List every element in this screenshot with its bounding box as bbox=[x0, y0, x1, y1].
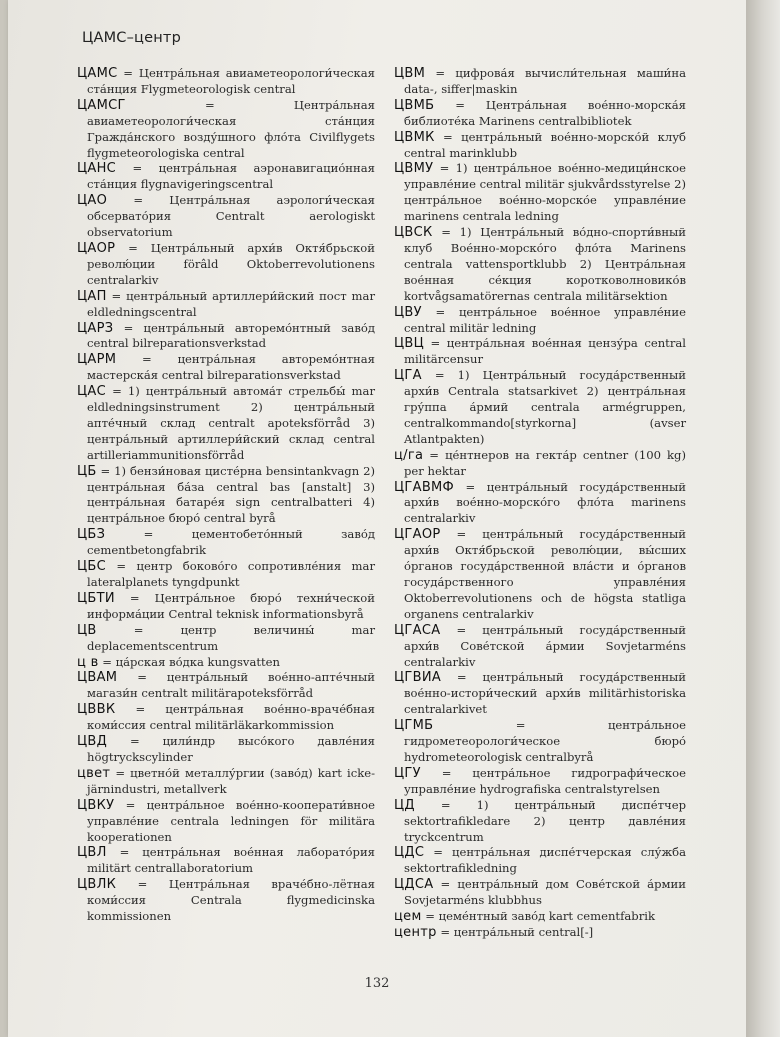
entry-definition: = центра́льный госуда́рственный архи́в вое́нно-морско́го фло́та marinens centralarkiv bbox=[404, 479, 686, 526]
entry-headword: ЦВМ bbox=[394, 66, 426, 81]
dictionary-entry bbox=[77, 845, 375, 877]
entry-definition: = центра́льный вое́нно-морско́й клуб central marinklubb bbox=[404, 129, 686, 160]
dictionary-entry bbox=[394, 480, 686, 528]
entry-definition: = центра́льный госуда́рственный архи́в Сове́тской а́рмии Sovjetarméns centralarkiv bbox=[404, 622, 686, 669]
entry-headword: ЦГАОР bbox=[394, 527, 441, 543]
dictionary-entry bbox=[77, 464, 375, 528]
dictionary-entry bbox=[77, 289, 375, 321]
entry-headword: ЦАС bbox=[77, 384, 106, 400]
entry-definition: = ца́рская во́дка kungsvatten bbox=[98, 654, 280, 669]
entry-definition: = Центра́льная вое́нно-морска́я библиоте́ка Marinens centralbibliotek bbox=[404, 97, 686, 128]
entry-definition: = центра́льный госуда́рственный вое́нно-истори́ческий архи́в militärhistoriska centralarkivet bbox=[404, 670, 686, 717]
dictionary-entry bbox=[77, 798, 375, 846]
entry-headword: ЦАНС bbox=[77, 161, 117, 177]
entry-definition: = це́нтнеров на гекта́р centner (100 kg) per hektar bbox=[404, 447, 686, 478]
entry-definition: = 1) Центра́льный госуда́рственный архи́в Centrala statsarkivet 2) центра́льная гру́ппа а́рмий centrala armégruppen, centralkommando[styrkorna] (avser Atlantpakten) bbox=[404, 368, 686, 446]
dictionary-entry bbox=[394, 877, 686, 909]
entry-definition: = центра́льная вое́нная цензу́ра central militärcensur bbox=[404, 336, 686, 367]
dictionary-entry bbox=[394, 66, 686, 98]
dictionary-entry bbox=[77, 655, 375, 671]
dictionary-entry bbox=[77, 702, 375, 734]
entry-definition: = центра́льное гидрометеорологи́ческое бюро́ hydrometeorologisk centralbyrå bbox=[404, 718, 686, 764]
dictionary-entry bbox=[77, 241, 375, 289]
page-number: 132 bbox=[364, 976, 390, 991]
entry-definition: = Центра́льная враче́бно-лётная коми́ссия Centrala flygmedicinska kommissionen bbox=[87, 877, 375, 924]
dictionary-entry bbox=[77, 527, 375, 559]
entry-definition: = Центра́льная авиаметеорологи́ческая ста́нция Flygmeteorologisk central bbox=[87, 66, 375, 96]
dictionary-entry bbox=[77, 193, 375, 241]
entry-headword: ЦВМК bbox=[394, 129, 435, 145]
entry-definition: = центра́льная аэронавигацио́нная ста́нция flygnavigeringscentral bbox=[87, 161, 375, 192]
entry-definition: = 1) центра́льный диспе́тчер sektortrafikledare 2) центр давле́ния tryckcentrum bbox=[404, 797, 686, 844]
entry-definition: = Центра́льный архи́в Октя́брьской револю́ции förâld Oktoberrevolutionens centralarkiv bbox=[87, 240, 375, 287]
dictionary-entry bbox=[394, 305, 686, 337]
entry-definition: = центра́льное вое́нно-кооперати́вное управле́ние centrala ledningen för militära kooperationen bbox=[87, 797, 375, 844]
entry-headword: ЦБ bbox=[77, 463, 97, 479]
entry-headword: ЦВ bbox=[77, 622, 97, 638]
entry-headword: ЦБЗ bbox=[77, 527, 106, 543]
entry-headword: ЦВМБ bbox=[394, 97, 435, 113]
entry-definition: = 1) центра́льный автома́т стрельбы́ mar eldledningsinstrument 2) центра́льный апте́чный склад centralt apoteksförråd 3) центра́льный артиллери́йский склад central artilleriammunitionsförråd bbox=[87, 384, 375, 462]
entry-definition: = цеме́нтный заво́д kart cementfabrik bbox=[421, 909, 655, 924]
entry-definition: = цементобето́нный заво́д cementbetongfabrik bbox=[87, 527, 375, 558]
entry-definition: = цветно́й металлу́ргии (заво́д) kart icke-järnindustri, metallverk bbox=[87, 765, 375, 796]
entry-headword: ЦВКУ bbox=[77, 797, 115, 813]
entry-definition: = центра́льное гидрографи́ческое управле́ние hydrografiska centralstyrelsen bbox=[404, 765, 686, 796]
dictionary-entry bbox=[394, 670, 686, 718]
entry-headword: ЦВЛК bbox=[77, 877, 117, 893]
entry-definition: = центра́льный дом Сове́тской а́рмии Sovjetarméns klubbhus bbox=[404, 877, 686, 908]
entry-headword: ЦГВИА bbox=[394, 670, 442, 686]
entry-headword: ЦВД bbox=[77, 734, 108, 750]
dictionary-entry bbox=[394, 336, 686, 368]
dictionary-entry bbox=[77, 66, 375, 98]
entry-headword: ЦВМУ bbox=[394, 161, 434, 177]
dictionary-entry bbox=[394, 718, 686, 766]
dictionary-entry bbox=[394, 925, 686, 941]
dictionary-entry bbox=[77, 98, 375, 162]
entry-definition: = центра́льная вое́нно-враче́бная коми́ссия central militärläkarkommission bbox=[87, 702, 375, 733]
entry-headword: ЦБТИ bbox=[77, 590, 115, 606]
entry-definition: = центра́льная диспе́тчерская слу́жба sektortrafikledning bbox=[404, 845, 686, 876]
left-column bbox=[77, 66, 375, 925]
dictionary-entry bbox=[394, 527, 686, 622]
entry-headword: цем bbox=[394, 909, 422, 925]
entry-definition: = центра́льный central[-] bbox=[436, 924, 594, 939]
dictionary-entry bbox=[77, 559, 375, 591]
dictionary-entry bbox=[77, 877, 375, 925]
dictionary-entry bbox=[77, 623, 375, 655]
dictionary-entry bbox=[394, 225, 686, 305]
dictionary-entry bbox=[77, 591, 375, 623]
dictionary-entry bbox=[77, 384, 375, 464]
entry-definition: = центра́льное вое́нное управле́ние central militär ledning bbox=[404, 304, 686, 335]
entry-definition: = центра́льный артиллери́йский пост mar eldledningscentral bbox=[87, 288, 375, 319]
dictionary-entry bbox=[394, 98, 686, 130]
entry-headword: ЦВСК bbox=[394, 225, 433, 241]
dictionary-entry bbox=[77, 352, 375, 384]
entry-headword: ЦВВК bbox=[77, 702, 116, 718]
dictionary-entry bbox=[394, 368, 686, 448]
dictionary-entry bbox=[394, 909, 686, 925]
entry-headword: ц/га bbox=[394, 447, 424, 463]
entry-definition: = Центра́льная авиаметеорологи́ческая ста́нция Гражда́нского возду́шного фло́та Civilflygets flygmeteorologiska central bbox=[87, 97, 375, 160]
entry-headword: ЦБС bbox=[77, 559, 106, 575]
entry-headword: ЦГМБ bbox=[394, 718, 434, 734]
entry-headword: ЦАМС bbox=[77, 66, 118, 81]
entry-headword: ЦГУ bbox=[394, 765, 421, 781]
entry-headword: ЦДСА bbox=[394, 877, 434, 893]
entry-headword: ЦГАВМФ bbox=[394, 479, 455, 495]
dictionary-entry bbox=[394, 448, 686, 480]
entry-headword: ЦД bbox=[394, 797, 415, 813]
entry-headword: цвет bbox=[77, 765, 111, 781]
dictionary-entry bbox=[394, 766, 686, 798]
entry-headword: ЦВУ bbox=[394, 304, 422, 320]
dictionary-entry bbox=[394, 161, 686, 225]
entry-headword: ЦВАМ bbox=[77, 670, 118, 686]
entry-headword: ЦВЛ bbox=[77, 845, 107, 861]
entry-definition: = центр боково́го сопротивле́ния mar lateralplanets tyngdpunkt bbox=[87, 559, 375, 589]
entry-headword: ЦАО bbox=[77, 193, 108, 209]
entry-headword: центр bbox=[394, 924, 437, 940]
entry-definition: = центра́льный авторемо́нтный заво́д central bilreparationsverkstad bbox=[87, 320, 375, 351]
dictionary-entry bbox=[394, 845, 686, 877]
running-head: ЦАМС–центр bbox=[82, 30, 181, 46]
entry-definition: = 1) бензи́новая цисте́рна bensintankvagn 2) центра́льная ба́за central bas [anstalt] 3) центра́льная батаре́я sign centralbatteri 4) центра́льное бюро́ central byrå bbox=[87, 463, 375, 526]
entry-definition: = центра́льный госуда́рственный архи́в Октя́брьской револю́ции, вы́сших о́рганов госуда́рственной вла́сти и о́рганов госуда́рственного управле́ния Oktoberrevolutionens och de högsta statliga organens centralarkiv bbox=[404, 527, 686, 621]
entry-definition: = Центра́льная аэрологи́ческая обсервато́рия Centralt aerologiskt observatorium bbox=[87, 193, 375, 240]
entry-headword: ЦГА bbox=[394, 368, 422, 384]
entry-definition: = цили́ндр высо́кого давле́ния högtryckscylinder bbox=[87, 734, 375, 764]
entry-headword: ЦДС bbox=[394, 845, 425, 861]
entry-definition: = цифрова́я вычисли́тельная маши́на data-, siffer|maskin bbox=[404, 66, 686, 96]
dictionary-entry bbox=[77, 734, 375, 766]
dictionary-entry bbox=[394, 798, 686, 846]
entry-headword: ЦАП bbox=[77, 288, 107, 304]
page-edge bbox=[746, 0, 780, 1037]
entry-definition: = центра́льный вое́нно-апте́чный магази́н centralt militärapoteksförråd bbox=[87, 670, 375, 701]
entry-headword: ЦАМСГ bbox=[77, 97, 126, 113]
dictionary-page bbox=[8, 0, 746, 1037]
entry-definition: = Центра́льное бюро́ техни́ческой информа́ции Central teknisk informationsbyrå bbox=[87, 590, 375, 621]
dictionary-entry bbox=[77, 766, 375, 798]
entry-headword: ЦВЦ bbox=[394, 336, 425, 352]
entry-headword: ЦГАСА bbox=[394, 622, 441, 638]
entry-definition: = 1) Центра́льный во́дно-спорти́вный клуб Вое́нно-морско́го фло́та Marinens centrala vattensportklubb 2) Центра́льная вое́нная се́кция коротковолновико́в kortvågsamatörernas centrala militärsektion bbox=[404, 225, 686, 303]
entry-definition: = центра́льная авторемо́нтная мастерска́я central bilreparationsverkstad bbox=[87, 352, 375, 383]
dictionary-entry bbox=[77, 161, 375, 193]
entry-headword: ЦАОР bbox=[77, 240, 116, 256]
right-column bbox=[394, 66, 686, 941]
entry-headword: ц в bbox=[77, 654, 99, 670]
dictionary-entry bbox=[77, 321, 375, 353]
dictionary-entry bbox=[394, 130, 686, 162]
entry-definition: = центра́льная вое́нная лаборато́рия militärt centrallaboratorium bbox=[87, 845, 375, 876]
entry-headword: ЦАРМ bbox=[77, 352, 117, 368]
dictionary-entry bbox=[77, 670, 375, 702]
entry-headword: ЦАРЗ bbox=[77, 320, 114, 336]
entry-definition: = 1) центра́льное вое́нно-медици́нское управле́ние central militär sjukvårdsstyrelse 2) центра́льное вое́нно-морско́е управле́ние marinens centrala ledning bbox=[404, 161, 686, 224]
entry-definition: = центр величины́ mar deplacementscentrum bbox=[87, 622, 375, 653]
dictionary-entry bbox=[394, 623, 686, 671]
